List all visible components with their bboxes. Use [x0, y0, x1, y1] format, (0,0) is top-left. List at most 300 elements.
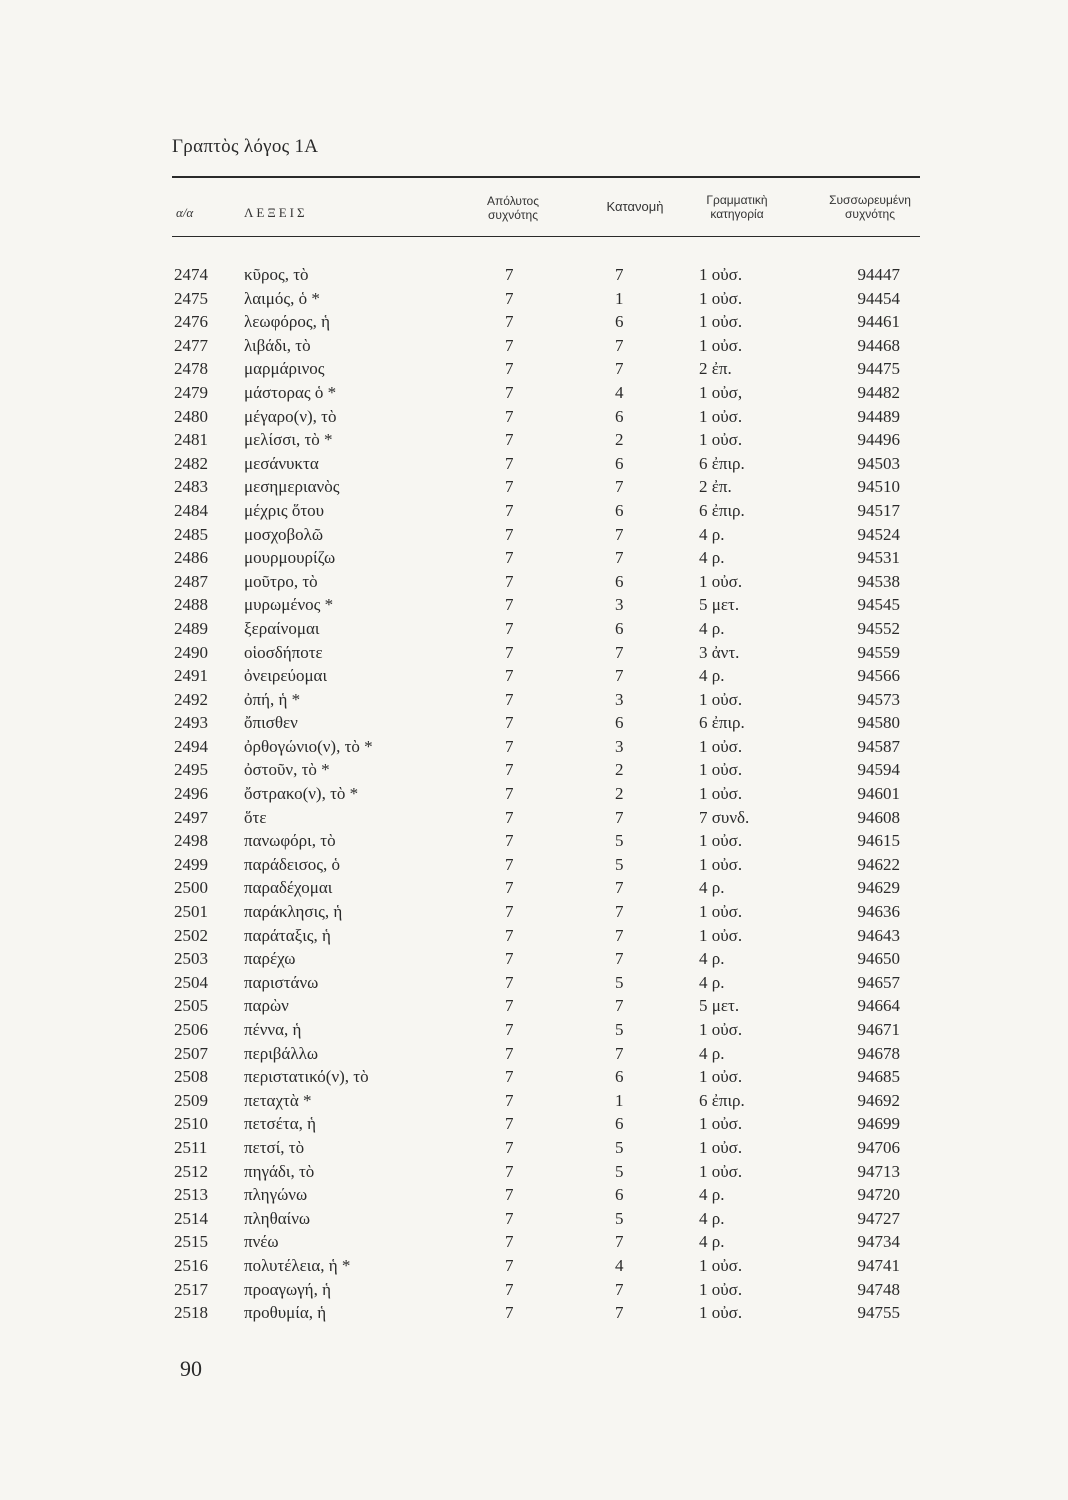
row-distribution: 7 — [615, 925, 624, 945]
row-cumulative-frequency: 94706 — [857, 1137, 900, 1157]
row-word: πληθαίνω — [244, 1208, 311, 1228]
row-distribution: 5 — [615, 1208, 624, 1228]
row-distribution: 6 — [615, 571, 624, 591]
row-index: 2509 — [174, 1090, 208, 1110]
table-row — [0, 735, 1068, 759]
row-distribution: 2 — [615, 430, 624, 450]
table-row — [0, 758, 1068, 782]
row-absolute-frequency: 7 — [505, 878, 514, 898]
row-word: παράταξις, ἡ — [244, 925, 331, 945]
row-grammatical-category: 2 ἐπ. — [699, 477, 732, 497]
table-row — [0, 1278, 1068, 1302]
column-header-absolute-line1: Απόλυτος — [486, 194, 540, 208]
row-index: 2489 — [174, 618, 208, 638]
row-index: 2475 — [174, 288, 208, 308]
row-word: ὄπισθεν — [244, 713, 298, 733]
row-grammatical-category: 4 ρ. — [699, 1232, 725, 1252]
row-grammatical-category: 1 οὐσ. — [699, 1020, 743, 1039]
row-cumulative-frequency: 94489 — [857, 406, 900, 426]
row-absolute-frequency: 7 — [505, 335, 514, 355]
row-index: 2474 — [174, 265, 208, 284]
row-word: μεσημεριανὸς — [244, 477, 340, 497]
row-distribution: 6 — [615, 1067, 624, 1087]
row-cumulative-frequency: 94496 — [857, 430, 900, 450]
row-cumulative-frequency: 94748 — [857, 1279, 900, 1299]
row-cumulative-frequency: 94629 — [857, 878, 900, 898]
row-word: ὀνειρεύομαι — [244, 666, 328, 686]
table-row — [0, 1065, 1068, 1089]
row-cumulative-frequency: 94636 — [857, 902, 900, 922]
row-cumulative-frequency: 94552 — [857, 618, 900, 638]
row-index: 2493 — [174, 713, 208, 733]
table-row — [0, 1018, 1068, 1042]
table-row — [0, 428, 1068, 452]
table-row — [0, 782, 1068, 806]
column-header-cumulative-line1: Συσσωρευμένη — [829, 193, 911, 207]
row-cumulative-frequency: 94741 — [857, 1255, 900, 1275]
row-absolute-frequency: 7 — [505, 524, 514, 544]
row-word: πετσέτα, ἡ — [244, 1114, 316, 1134]
row-distribution: 5 — [615, 854, 624, 874]
row-absolute-frequency: 7 — [505, 359, 514, 379]
row-cumulative-frequency: 94734 — [857, 1232, 900, 1252]
row-absolute-frequency: 7 — [505, 1090, 514, 1110]
row-grammatical-category: 1 οὐσ. — [699, 265, 743, 284]
row-absolute-frequency: 7 — [505, 1020, 514, 1039]
row-distribution: 7 — [615, 949, 624, 969]
row-word: μεσάνυκτα — [244, 453, 319, 473]
table-row — [0, 947, 1068, 971]
row-index: 2505 — [174, 996, 208, 1016]
row-word: πεταχτὰ * — [244, 1090, 312, 1110]
row-word: προθυμία, ἡ — [244, 1303, 327, 1323]
row-distribution: 2 — [615, 760, 624, 780]
row-grammatical-category: 1 οὐσ, — [699, 382, 743, 402]
row-cumulative-frequency: 94524 — [857, 524, 900, 544]
row-grammatical-category: 6 ἐπιρ. — [699, 453, 745, 473]
row-cumulative-frequency: 94531 — [857, 548, 900, 568]
row-index: 2501 — [174, 902, 208, 922]
row-cumulative-frequency: 94678 — [857, 1043, 900, 1063]
row-distribution: 1 — [615, 288, 624, 308]
column-header-index: α/α — [176, 205, 194, 220]
row-distribution: 7 — [615, 335, 624, 355]
row-cumulative-frequency: 94657 — [857, 972, 900, 992]
row-cumulative-frequency: 94573 — [857, 689, 900, 709]
row-word: μέγαρο(ν), τὸ — [244, 406, 337, 426]
row-cumulative-frequency: 94692 — [857, 1090, 900, 1110]
table-row — [0, 994, 1068, 1018]
row-index: 2483 — [174, 477, 208, 497]
row-cumulative-frequency: 94622 — [857, 854, 900, 874]
row-index: 2480 — [174, 406, 208, 426]
table-row — [0, 263, 1068, 287]
row-distribution: 7 — [615, 265, 624, 284]
row-cumulative-frequency: 94447 — [857, 265, 900, 284]
row-word: ὄστρακο(ν), τὸ * — [244, 784, 359, 804]
row-index: 2514 — [174, 1208, 208, 1228]
row-cumulative-frequency: 94685 — [857, 1067, 900, 1087]
table-row — [0, 664, 1068, 688]
row-index: 2510 — [174, 1114, 208, 1134]
row-grammatical-category: 5 μετ. — [699, 996, 740, 1016]
row-grammatical-category: 1 οὐσ. — [699, 736, 743, 756]
row-word: μάστορας ὁ * — [244, 382, 337, 402]
row-distribution: 5 — [615, 831, 624, 851]
row-word: μοσχοβολῶ — [244, 524, 324, 544]
table-row — [0, 287, 1068, 311]
row-cumulative-frequency: 94475 — [857, 359, 900, 379]
row-distribution: 7 — [615, 642, 624, 662]
table-row — [0, 1160, 1068, 1184]
row-absolute-frequency: 7 — [505, 736, 514, 756]
table-row — [0, 971, 1068, 995]
row-index: 2496 — [174, 784, 208, 804]
row-absolute-frequency: 7 — [505, 1137, 514, 1157]
row-word: μοῦτρο, τὸ — [244, 571, 318, 591]
row-word: ὀπή, ἡ * — [244, 689, 301, 709]
row-word: παρέχω — [244, 949, 296, 969]
row-index: 2482 — [174, 453, 208, 473]
row-cumulative-frequency: 94538 — [857, 571, 900, 591]
row-cumulative-frequency: 94587 — [857, 736, 900, 756]
row-distribution: 7 — [615, 477, 624, 497]
row-cumulative-frequency: 94727 — [857, 1208, 900, 1228]
row-distribution: 6 — [615, 713, 624, 733]
row-cumulative-frequency: 94594 — [857, 760, 900, 780]
row-grammatical-category: 1 οὐσ. — [699, 1137, 743, 1157]
row-word: παράδεισος, ὁ — [244, 854, 340, 874]
row-distribution: 6 — [615, 500, 624, 520]
row-cumulative-frequency: 94482 — [857, 382, 900, 402]
row-grammatical-category: 1 οὐσ. — [699, 1279, 743, 1299]
table-row — [0, 617, 1068, 641]
table-row — [0, 829, 1068, 853]
row-index: 2487 — [174, 571, 208, 591]
row-word: πληγώνω — [244, 1185, 308, 1205]
row-word: ὀστοῦν, τὸ * — [244, 760, 330, 780]
header-bottom-rule — [172, 236, 920, 237]
row-grammatical-category: 1 οὐσ. — [699, 854, 743, 874]
row-index: 2495 — [174, 760, 208, 780]
row-absolute-frequency: 7 — [505, 265, 514, 284]
row-absolute-frequency: 7 — [505, 548, 514, 568]
row-grammatical-category: 6 ἐπιρ. — [699, 500, 745, 520]
row-cumulative-frequency: 94580 — [857, 713, 900, 733]
row-absolute-frequency: 7 — [505, 784, 514, 804]
row-index: 2513 — [174, 1185, 208, 1205]
table-row — [0, 1230, 1068, 1254]
row-grammatical-category: 3 ἀντ. — [699, 642, 740, 662]
row-absolute-frequency: 7 — [505, 1185, 514, 1205]
row-index: 2512 — [174, 1161, 208, 1181]
row-distribution: 4 — [615, 1255, 624, 1275]
table-row — [0, 1042, 1068, 1066]
row-word: παραδέχομαι — [244, 878, 333, 898]
row-word: λαιμός, ὁ * — [244, 288, 320, 308]
header-top-rule — [172, 176, 920, 178]
table-row — [0, 1183, 1068, 1207]
table-row — [0, 806, 1068, 830]
table-row — [0, 1112, 1068, 1136]
table-row — [0, 523, 1068, 547]
column-header-cumulative-frequency — [810, 193, 930, 221]
row-distribution: 3 — [615, 689, 624, 709]
row-word: λεωφόρος, ἡ — [244, 312, 330, 332]
table-row — [0, 711, 1068, 735]
row-grammatical-category: 5 μετ. — [699, 595, 740, 615]
row-index: 2515 — [174, 1232, 208, 1252]
column-header-grammar-line2: κατηγορία — [710, 207, 764, 221]
column-header-distribution: Κατανομὴ — [606, 199, 664, 214]
row-absolute-frequency: 7 — [505, 595, 514, 615]
row-index: 2507 — [174, 1043, 208, 1063]
row-cumulative-frequency: 94664 — [857, 996, 900, 1016]
row-grammatical-category: 1 οὐσ. — [699, 902, 743, 922]
table-row — [0, 381, 1068, 405]
row-word: περιβάλλω — [244, 1043, 319, 1063]
row-distribution: 4 — [615, 382, 624, 402]
row-index: 2486 — [174, 548, 208, 568]
row-distribution: 7 — [615, 996, 624, 1016]
row-cumulative-frequency: 94510 — [857, 477, 900, 497]
row-index: 2508 — [174, 1067, 208, 1087]
row-absolute-frequency: 7 — [505, 477, 514, 497]
row-grammatical-category: 6 ἐπιρ. — [699, 1090, 745, 1110]
row-word: πνέω — [244, 1232, 279, 1252]
row-index: 2478 — [174, 359, 208, 379]
row-absolute-frequency: 7 — [505, 831, 514, 851]
row-index: 2516 — [174, 1255, 208, 1275]
row-grammatical-category: 1 οὐσ. — [699, 925, 743, 945]
row-distribution: 6 — [615, 406, 624, 426]
row-absolute-frequency: 7 — [505, 642, 514, 662]
row-grammatical-category: 1 οὐσ. — [699, 784, 743, 804]
table-row — [0, 1136, 1068, 1160]
row-word: μαρμάρινος — [244, 359, 325, 379]
row-distribution: 5 — [615, 1020, 624, 1039]
column-header-absolute-frequency — [448, 194, 578, 222]
row-grammatical-category: 1 οὐσ. — [699, 1067, 743, 1087]
column-header-grammatical-category — [672, 193, 802, 221]
row-absolute-frequency: 7 — [505, 713, 514, 733]
table-row — [0, 1089, 1068, 1113]
row-grammatical-category: 2 ἐπ. — [699, 359, 732, 379]
row-distribution: 7 — [615, 548, 624, 568]
row-absolute-frequency: 7 — [505, 1255, 514, 1275]
row-index: 2488 — [174, 595, 208, 615]
row-absolute-frequency: 7 — [505, 571, 514, 591]
column-header-words: ΛΕΞΕΙΣ — [244, 205, 308, 220]
row-grammatical-category: 6 ἐπιρ. — [699, 713, 745, 733]
row-word: μυρωμένος * — [244, 595, 334, 615]
table-row — [0, 641, 1068, 665]
row-word: πηγάδι, τὸ — [244, 1161, 315, 1181]
row-grammatical-category: 4 ρ. — [699, 524, 725, 544]
row-cumulative-frequency: 94615 — [857, 831, 900, 851]
row-index: 2494 — [174, 736, 208, 756]
row-word: παρὼν — [244, 996, 289, 1016]
row-cumulative-frequency: 94559 — [857, 642, 900, 662]
row-absolute-frequency: 7 — [505, 1161, 514, 1181]
table-row — [0, 405, 1068, 429]
row-word: προαγωγή, ἡ — [244, 1279, 331, 1299]
row-index: 2476 — [174, 312, 208, 332]
row-distribution: 7 — [615, 902, 624, 922]
row-word: μέχρις ὅτου — [244, 500, 325, 520]
row-distribution: 3 — [615, 595, 624, 615]
row-absolute-frequency: 7 — [505, 1279, 514, 1299]
row-absolute-frequency: 7 — [505, 1303, 514, 1323]
row-grammatical-category: 1 οὐσ. — [699, 1303, 743, 1323]
row-word: πετσί, τὸ — [244, 1137, 305, 1157]
row-grammatical-category: 7 συνδ. — [699, 807, 750, 827]
table-row — [0, 1207, 1068, 1231]
row-word: παριστάνω — [244, 972, 319, 992]
row-distribution: 7 — [615, 524, 624, 544]
row-grammatical-category: 1 οὐσ. — [699, 406, 743, 426]
row-absolute-frequency: 7 — [505, 406, 514, 426]
row-distribution: 5 — [615, 1137, 624, 1157]
row-cumulative-frequency: 94643 — [857, 925, 900, 945]
table-row — [0, 475, 1068, 499]
row-cumulative-frequency: 94468 — [857, 335, 900, 355]
row-word: ὀρθογώνιο(ν), τὸ * — [244, 736, 373, 756]
row-index: 2517 — [174, 1279, 208, 1299]
row-grammatical-category: 1 οὐσ. — [699, 335, 743, 355]
table-row — [0, 593, 1068, 617]
table-row — [0, 1301, 1068, 1325]
row-grammatical-category: 1 οὐσ. — [699, 1255, 743, 1275]
table-row — [0, 900, 1068, 924]
row-grammatical-category: 1 οὐσ. — [699, 689, 743, 709]
row-word: πολυτέλεια, ἡ * — [244, 1255, 351, 1275]
row-index: 2503 — [174, 949, 208, 969]
row-cumulative-frequency: 94566 — [857, 666, 900, 686]
table-row — [0, 688, 1068, 712]
row-grammatical-category: 4 ρ. — [699, 878, 725, 898]
table-row — [0, 853, 1068, 877]
row-index: 2479 — [174, 382, 208, 402]
row-cumulative-frequency: 94699 — [857, 1114, 900, 1134]
row-distribution: 7 — [615, 1232, 624, 1252]
row-grammatical-category: 1 οὐσ. — [699, 288, 743, 308]
row-absolute-frequency: 7 — [505, 807, 514, 827]
row-index: 2485 — [174, 524, 208, 544]
row-cumulative-frequency: 94650 — [857, 949, 900, 969]
row-distribution: 5 — [615, 972, 624, 992]
row-absolute-frequency: 7 — [505, 1232, 514, 1252]
row-distribution: 7 — [615, 807, 624, 827]
row-index: 2497 — [174, 807, 208, 827]
row-grammatical-category: 1 οὐσ. — [699, 430, 743, 450]
table-row — [0, 876, 1068, 900]
row-index: 2491 — [174, 666, 208, 686]
page-title: Γραπτὸς λόγος 1Α — [172, 136, 319, 157]
row-grammatical-category: 4 ρ. — [699, 1185, 725, 1205]
row-word: πέννα, ἡ — [244, 1020, 302, 1039]
row-distribution: 6 — [615, 312, 624, 332]
row-cumulative-frequency: 94601 — [857, 784, 900, 804]
row-grammatical-category: 4 ρ. — [699, 666, 725, 686]
row-distribution: 6 — [615, 453, 624, 473]
row-index: 2481 — [174, 430, 208, 450]
row-cumulative-frequency: 94517 — [857, 500, 900, 520]
row-index: 2484 — [174, 500, 208, 520]
row-grammatical-category: 4 ρ. — [699, 972, 725, 992]
row-distribution: 7 — [615, 666, 624, 686]
column-header-cumulative-line2: συχνότης — [845, 207, 895, 221]
row-distribution: 7 — [615, 1279, 624, 1299]
row-cumulative-frequency: 94713 — [857, 1161, 900, 1181]
row-cumulative-frequency: 94461 — [857, 312, 900, 332]
row-word: ξεραίνομαι — [244, 618, 320, 638]
table-row — [0, 499, 1068, 523]
row-absolute-frequency: 7 — [505, 453, 514, 473]
row-absolute-frequency: 7 — [505, 760, 514, 780]
row-absolute-frequency: 7 — [505, 312, 514, 332]
row-absolute-frequency: 7 — [505, 288, 514, 308]
row-grammatical-category: 4 ρ. — [699, 1043, 725, 1063]
row-index: 2498 — [174, 831, 208, 851]
column-header-grammar-line1: Γραμματικὴ — [706, 193, 768, 207]
row-grammatical-category: 4 ρ. — [699, 949, 725, 969]
table-row — [0, 570, 1068, 594]
table-row — [0, 334, 1068, 358]
row-distribution: 7 — [615, 1043, 624, 1063]
row-absolute-frequency: 7 — [505, 666, 514, 686]
row-absolute-frequency: 7 — [505, 902, 514, 922]
row-index: 2518 — [174, 1303, 208, 1323]
row-absolute-frequency: 7 — [505, 1067, 514, 1087]
row-absolute-frequency: 7 — [505, 1114, 514, 1134]
row-absolute-frequency: 7 — [505, 382, 514, 402]
row-index: 2500 — [174, 878, 208, 898]
row-absolute-frequency: 7 — [505, 925, 514, 945]
row-absolute-frequency: 7 — [505, 1043, 514, 1063]
row-distribution: 6 — [615, 1185, 624, 1205]
row-cumulative-frequency: 94671 — [857, 1020, 900, 1039]
row-word: μουρμουρίζω — [244, 548, 336, 568]
row-distribution: 5 — [615, 1161, 624, 1181]
row-word: πανωφόρι, τὸ — [244, 831, 336, 851]
row-index: 2477 — [174, 335, 208, 355]
row-index: 2504 — [174, 972, 208, 992]
row-cumulative-frequency: 94545 — [857, 595, 900, 615]
row-word: μελίσσι, τὸ * — [244, 430, 333, 450]
row-distribution: 6 — [615, 618, 624, 638]
row-word: περιστατικό(ν), τὸ — [244, 1067, 369, 1087]
row-grammatical-category: 1 οὐσ. — [699, 831, 743, 851]
row-word: παράκλησις, ἡ — [244, 902, 343, 922]
row-distribution: 7 — [615, 878, 624, 898]
row-grammatical-category: 1 οὐσ. — [699, 760, 743, 780]
table-row — [0, 1254, 1068, 1278]
row-cumulative-frequency: 94755 — [857, 1303, 900, 1323]
row-absolute-frequency: 7 — [505, 689, 514, 709]
row-index: 2490 — [174, 642, 208, 662]
row-grammatical-category: 4 ρ. — [699, 618, 725, 638]
table-row — [0, 924, 1068, 948]
row-word: οἱοσδήποτε — [244, 642, 323, 662]
row-distribution: 1 — [615, 1090, 624, 1110]
table-row — [0, 546, 1068, 570]
row-index: 2511 — [174, 1137, 208, 1157]
row-distribution: 7 — [615, 1303, 624, 1323]
row-word: ὅτε — [244, 807, 267, 827]
row-cumulative-frequency: 94454 — [857, 288, 900, 308]
row-grammatical-category: 4 ρ. — [699, 548, 725, 568]
